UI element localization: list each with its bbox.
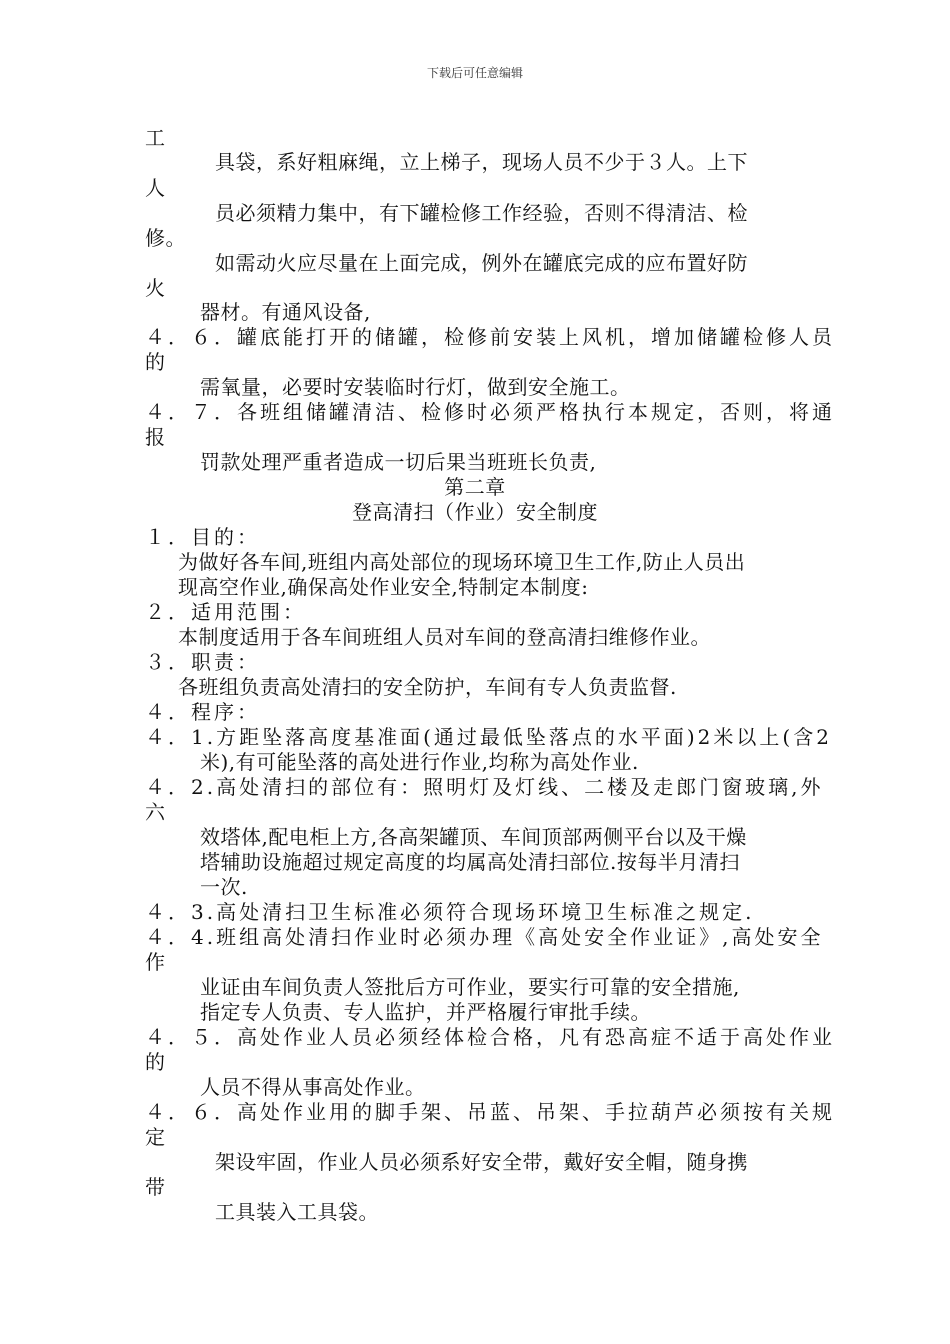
section-heading: ４．程序： bbox=[145, 700, 260, 724]
text-line: 六 bbox=[145, 800, 166, 824]
text-line: 器材。有通风设备, bbox=[200, 300, 371, 324]
text-line: 指定专人负责、专人监护，并严格履行审批手续。 bbox=[200, 1000, 651, 1024]
text-line: 工 bbox=[145, 126, 166, 150]
text-line: 罚款处理严重者造成一切后果当班班长负责, bbox=[200, 450, 597, 474]
text-line: 的 bbox=[145, 350, 166, 374]
page-header: 下载后可任意编辑 bbox=[426, 66, 523, 80]
text-line: ４．６．罐底能打开的储罐，检修前安装上风机，增加储罐检修人员 bbox=[145, 325, 835, 349]
text-line: 如需动火应尽量在上面完成，例外在罐底完成的应布置好防 bbox=[215, 251, 748, 275]
text-line: 工具装入工具袋。 bbox=[215, 1200, 379, 1224]
text-line: ４．3.高处清扫卫生标准必须符合现场环境卫生标准之规定. bbox=[145, 900, 755, 924]
text-line: ４．1.方距坠落高度基准面(通过最低坠落点的水平面)2米以上(含2 bbox=[145, 725, 832, 749]
text-line: 米),有可能坠落的高处进行作业,均称为高处作业. bbox=[200, 750, 639, 774]
text-line: ４．６．高处作业用的脚手架、吊蓝、吊架、手拉葫芦必须按有关规 bbox=[145, 1100, 835, 1124]
chapter-title: 登高清扫（作业）安全制度 bbox=[352, 500, 598, 524]
text-line: ４．4.班组高处清扫作业时必须办理《高处安全作业证》,高处安全 bbox=[145, 925, 824, 949]
text-line: 本制度适用于各车间班组人员对车间的登高清扫维修作业。 bbox=[178, 625, 711, 649]
text-line: 各班组负责高处清扫的安全防护，车间有专人负责监督. bbox=[178, 675, 677, 699]
text-line: ４．５．高处作业人员必须经体检合格，凡有恐高症不适于高处作业 bbox=[145, 1025, 835, 1049]
text-line: 具袋，系好粗麻绳，立上梯子，现场人员不少于３人。上下 bbox=[215, 150, 748, 174]
text-line: 带 bbox=[145, 1175, 166, 1199]
section-heading: ２．适用范围： bbox=[145, 600, 306, 624]
text-line: 报 bbox=[145, 425, 166, 449]
text-line: 的 bbox=[145, 1050, 166, 1074]
text-line: 需氧量，必要时安装临时行灯，做到安全施工。 bbox=[200, 375, 631, 399]
text-line: 为做好各车间,班组内高处部位的现场环境卫生工作,防止人员出 bbox=[178, 550, 746, 574]
text-line: 效塔体,配电柜上方,各高架罐顶、车间顶部两侧平台以及干燥 bbox=[200, 825, 747, 849]
text-line: 人 bbox=[145, 176, 166, 200]
section-heading: ３．职责： bbox=[145, 650, 260, 674]
text-line: 修。 bbox=[145, 226, 186, 250]
text-line: ４．７．各班组储罐清洁、检修时必须严格执行本规定，否则，将通 bbox=[145, 400, 835, 424]
text-line: 架设牢固，作业人员必须系好安全带，戴好安全帽，随身携 bbox=[215, 1150, 748, 1174]
text-line: 作 bbox=[145, 950, 166, 974]
text-line: 业证由车间负责人签批后方可作业，要实行可靠的安全措施, bbox=[200, 975, 740, 999]
chapter-number: 第二章 bbox=[444, 475, 506, 499]
text-line: ４．2.高处清扫的部位有：照明灯及灯线、二楼及走郎门窗玻璃,外 bbox=[145, 775, 824, 799]
text-line: 员必须精力集中，有下罐检修工作经验，否则不得清洁、检 bbox=[215, 201, 748, 225]
text-line: 人员不得从事高处作业。 bbox=[200, 1075, 426, 1099]
text-line: 一次. bbox=[200, 875, 248, 899]
section-heading: １．目的： bbox=[145, 525, 260, 549]
text-line: 塔辅助设施超过规定高度的均属高处清扫部位.按每半月清扫 bbox=[200, 850, 740, 874]
text-line: 现高空作业,确保高处作业安全,特制定本制度: bbox=[178, 575, 589, 599]
text-line: 定 bbox=[145, 1125, 166, 1149]
text-line: 火 bbox=[145, 276, 166, 300]
